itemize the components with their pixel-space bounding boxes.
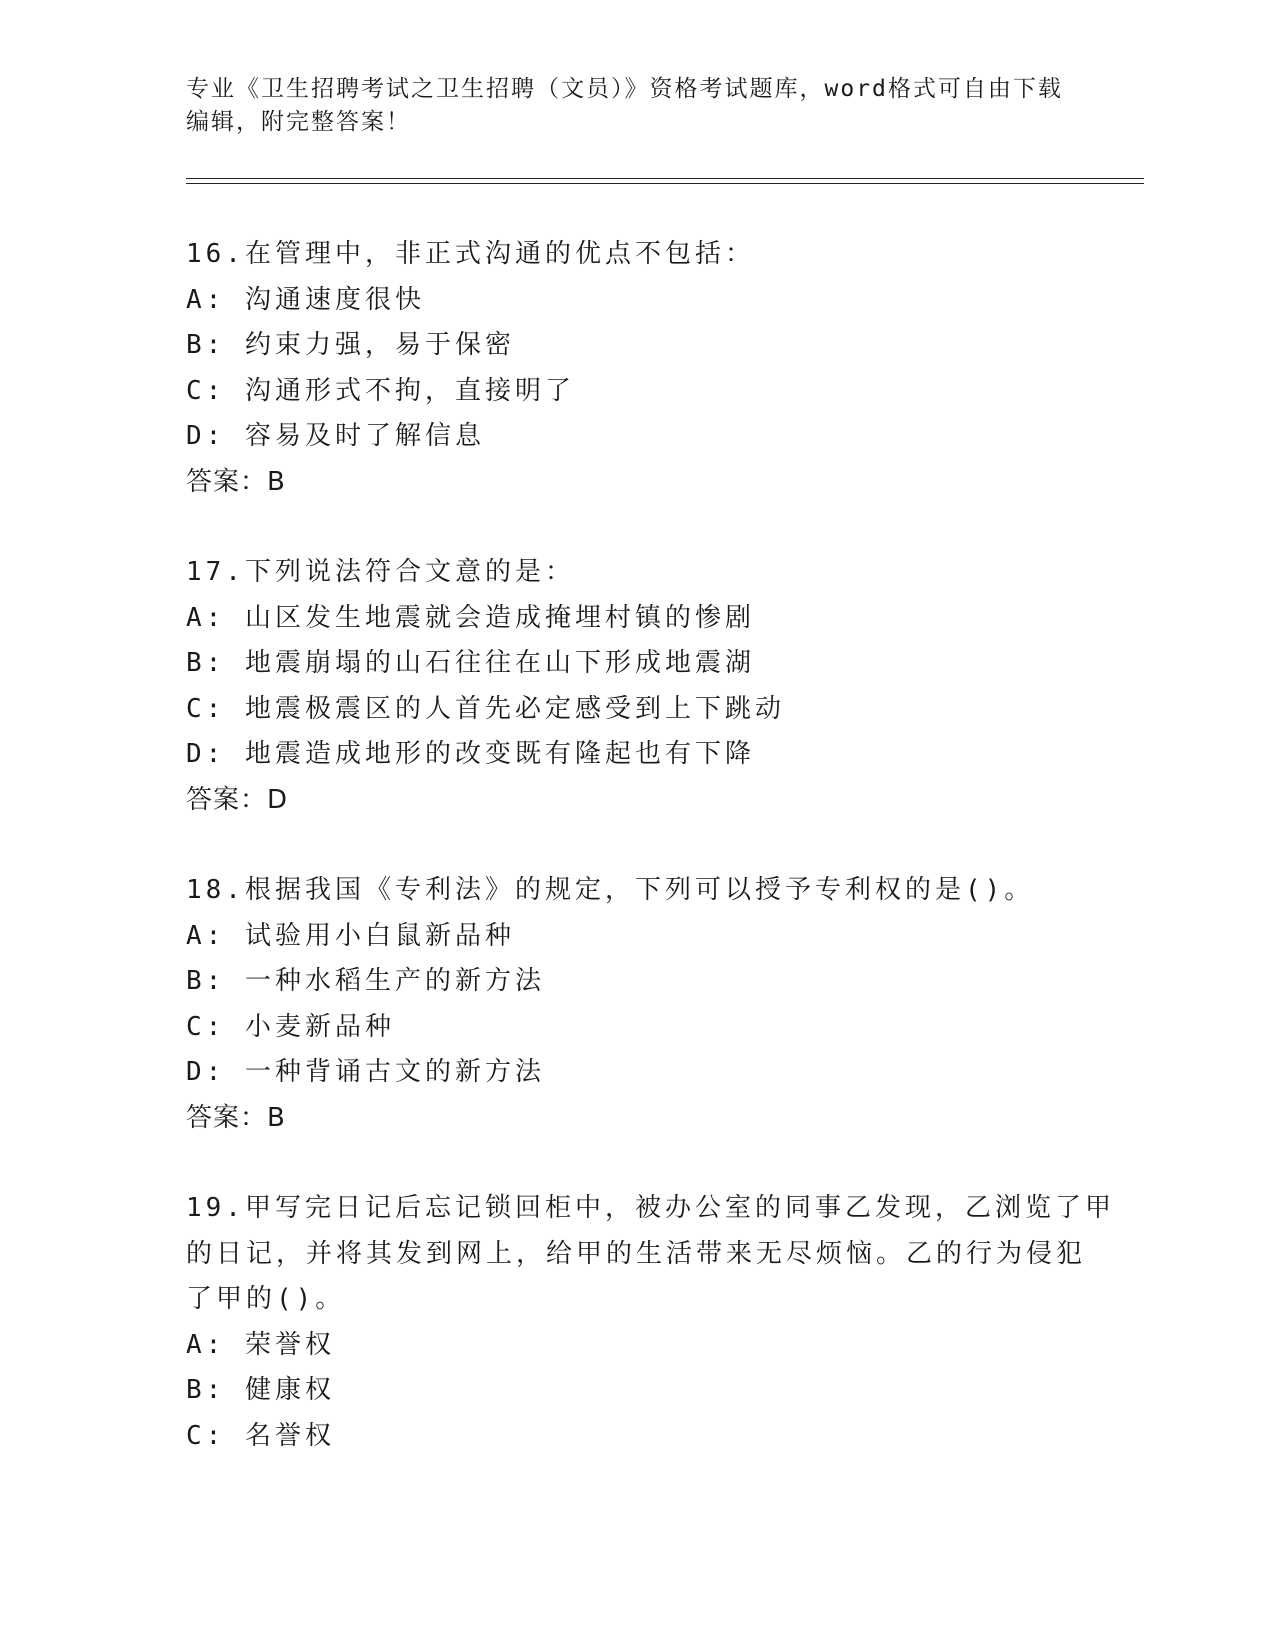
question-stem-line-1: 19.甲写完日记后忘记锁回柜中，被办公室的同事乙发现，乙浏览了甲 bbox=[186, 1193, 1115, 1223]
question-18 bbox=[186, 868, 1066, 1141]
question-17 bbox=[186, 550, 1066, 823]
option-d: D: 一种背诵古文的新方法 bbox=[186, 1057, 545, 1087]
option-b: B: 约束力强，易于保密 bbox=[186, 330, 515, 360]
option-b: B: 地震崩塌的山石往往在山下形成地震湖 bbox=[186, 648, 755, 678]
option-a: A: 沟通速度很快 bbox=[186, 284, 425, 315]
header-line-1: 专业《卫生招聘考试之卫生招聘（文员）》资格考试题库，word格式可自由下载 bbox=[186, 76, 1063, 102]
option-c: C: 小麦新品种 bbox=[186, 1011, 395, 1042]
header-divider-top bbox=[186, 178, 1144, 179]
option-c: C: 地震极震区的人首先必定感受到上下跳动 bbox=[186, 693, 785, 724]
question-16 bbox=[186, 232, 1066, 505]
option-c: C: 沟通形式不拘，直接明了 bbox=[186, 375, 575, 406]
option-a: A: 试验用小白鼠新品种 bbox=[186, 920, 515, 951]
question-stem-line-3: 了甲的()。 bbox=[186, 1284, 346, 1314]
document-header bbox=[186, 73, 1066, 139]
option-a: A: 荣誉权 bbox=[186, 1329, 335, 1360]
answer-line: 答案：D bbox=[186, 784, 289, 815]
option-c: C: 名誉权 bbox=[186, 1420, 335, 1451]
option-d: D: 容易及时了解信息 bbox=[186, 421, 485, 451]
option-d: D: 地震造成地形的改变既有隆起也有下降 bbox=[186, 739, 755, 769]
option-b: B: 一种水稻生产的新方法 bbox=[186, 966, 545, 996]
option-a: A: 山区发生地震就会造成掩埋村镇的惨剧 bbox=[186, 602, 755, 633]
answer-line: 答案：B bbox=[186, 1102, 286, 1133]
question-stem-line-2: 的日记，并将其发到网上，给甲的生活带来无尽烦恼。乙的行为侵犯 bbox=[186, 1238, 1087, 1269]
answer-line: 答案：B bbox=[186, 466, 286, 497]
option-b: B: 健康权 bbox=[186, 1375, 335, 1405]
header-divider-bottom bbox=[186, 183, 1144, 184]
header-line-2: 编辑，附完整答案！ bbox=[186, 109, 411, 135]
question-stem: 16.在管理中，非正式沟通的优点不包括： bbox=[186, 239, 755, 269]
question-stem: 18.根据我国《专利法》的规定，下列可以授予专利权的是()。 bbox=[186, 875, 1035, 905]
question-stem: 17.下列说法符合文意的是： bbox=[186, 557, 575, 587]
question-19 bbox=[186, 1186, 1115, 1459]
